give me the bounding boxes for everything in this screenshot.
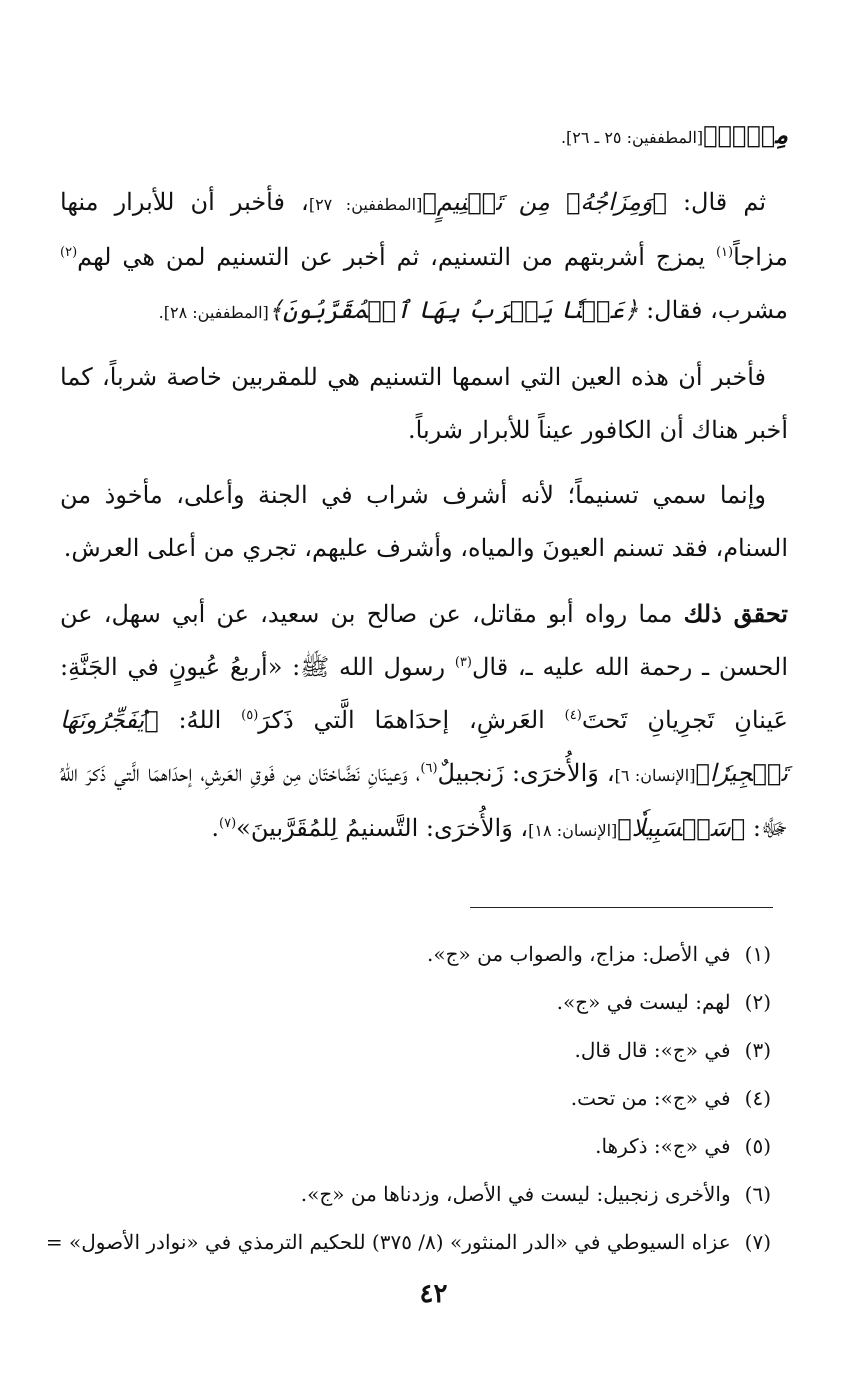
page-number: ٤٢ <box>419 1279 448 1309</box>
footnote-number: (٦) <box>744 1182 771 1206</box>
text-run: يمزج أشربتهم من التسنيم، ثم أخبر عن التسنيم لمن هي لهم <box>77 243 716 271</box>
quran-quote: ﴿سَلۡسَبِيلٗا﴾ <box>617 814 746 842</box>
text-run: . <box>211 814 220 842</box>
text-run: ، وَعينَانِ نَضَّاختَان مِن فَوقِ العَرشِ، إحدَاهمَا الَّتي ذَكرَ اللهُ ﷻ: <box>60 759 788 842</box>
footnote-number: (٢) <box>744 990 771 1014</box>
footnote-marker: (٣) <box>454 655 472 670</box>
footnote <box>81 1170 771 1218</box>
footnote-number: (٤) <box>744 1086 771 1110</box>
main-text <box>60 108 788 857</box>
footnote-text: في «ج»: قال قال. <box>574 1038 731 1062</box>
verse-reference: [المطففين: ٢٥ ـ ٢٦]. <box>560 128 704 147</box>
text-run: ثم قال: <box>666 188 767 216</box>
paragraph-2: فأخبر أن هذه العين التي اسمها التسنيم هي للمقربين خاصة شرباً، كما أخبر هناك أن الكافور عيناً للأبرار شرباً. <box>60 363 788 444</box>
footnote-text: والأخرى زنجبيل: ليست في الأصل، وزدناها من «ج». <box>300 1182 731 1206</box>
text-run: ، فأخبر أن للأبرار منها مزاجاً <box>60 188 788 271</box>
bold-lead: تحقق ذلك <box>683 599 788 628</box>
footnote-marker: (٥) <box>241 708 259 723</box>
footnote-marker: (١) <box>715 245 734 260</box>
footnote <box>81 1074 771 1122</box>
text-run: العَرشِ، إحدَاهمَا الَّتي ذَكرَ <box>258 706 565 734</box>
text-run: مما رواه أبو مقاتل، عن صالح بن سعيد، عن أبي سهل، عن الحسن ـ رحمة الله عليه ـ، قال <box>60 600 788 681</box>
footnote-marker: (٢) <box>60 245 78 260</box>
footnote <box>81 930 771 978</box>
footnote-marker: (٦) <box>420 761 438 776</box>
quran-quote: ﴿يُفَجِّرُونَهَا تَفۡجِيرٗا﴾ <box>60 706 788 787</box>
footnote <box>45 1218 771 1266</box>
text-run: ، وَالأُخرَى: زَنجبيلٌ <box>437 759 615 787</box>
footnote-text: في «ج»: ذكرها. <box>595 1134 731 1158</box>
quran-quote: مِسۡكٞۚ <box>703 120 788 149</box>
footnote-number: (٧) <box>744 1230 771 1254</box>
text-run: اللهُ: <box>158 706 242 734</box>
paragraph-1 <box>60 176 788 339</box>
paragraph-3: وإنما سمي تسنيماً؛ لأنه أشرف شراب في الجنة وأعلى، مأخوذ من السنام، فقد تسنم العيونَ والمياه، وأشرف عليهم، تجري من أعلى العرش. <box>60 481 788 562</box>
verse-reference: [المطففين: ٢٧] <box>308 195 423 214</box>
footnote-marker: (٧) <box>219 816 237 831</box>
text-run: ، وَالأُخرَى: التَّسنيمُ لِلمُقَرَّبينَ» <box>236 814 529 842</box>
footnote <box>81 1122 771 1170</box>
footnote-marker: (٤) <box>564 708 582 723</box>
footnote-separator <box>470 907 773 908</box>
quran-quote: ﴿عَيۡنٗا يَشۡرَبُ بِهَا ٱلۡمُقَرَّبُونَ﴾ <box>268 296 639 324</box>
verse-reference: [الإنسان: ١٨] <box>528 821 618 840</box>
footnote-number: (١) <box>744 942 771 966</box>
paragraph-0 <box>60 108 788 164</box>
footnote-text: عزاه السيوطي في «الدر المنثور» (٨/ ٣٧٥) للحكيم الترمذي في «نوادر الأصول» = <box>45 1230 731 1254</box>
footnote-text: في الأصل: مزاج، والصواب من «ج». <box>427 942 731 966</box>
footnote <box>81 1026 771 1074</box>
verse-reference: [المطففين: ٢٨]. <box>158 303 269 322</box>
footnote <box>81 978 771 1026</box>
paragraph-4 <box>60 587 788 857</box>
footnote-text: لهم: ليست في «ج». <box>556 990 731 1014</box>
verse-reference: [الإنسان: ٦] <box>614 766 696 785</box>
text-run: مشرب، فقال: <box>638 296 788 324</box>
footnote-number: (٥) <box>744 1134 771 1158</box>
footnotes <box>45 930 771 1266</box>
footnote-text: في «ج»: من تحت. <box>570 1086 731 1110</box>
text-run: رسول الله ﷺ: «أربعُ عُيونٍ في الجَنَّةِ: عَينانِ تَجرِيانِ تَحتَ <box>60 653 788 734</box>
quran-quote: ﴿وَمِزَاجُهُۥ مِن تَسۡنِيمٍ﴾ <box>422 188 667 216</box>
footnote-number: (٣) <box>744 1038 771 1062</box>
